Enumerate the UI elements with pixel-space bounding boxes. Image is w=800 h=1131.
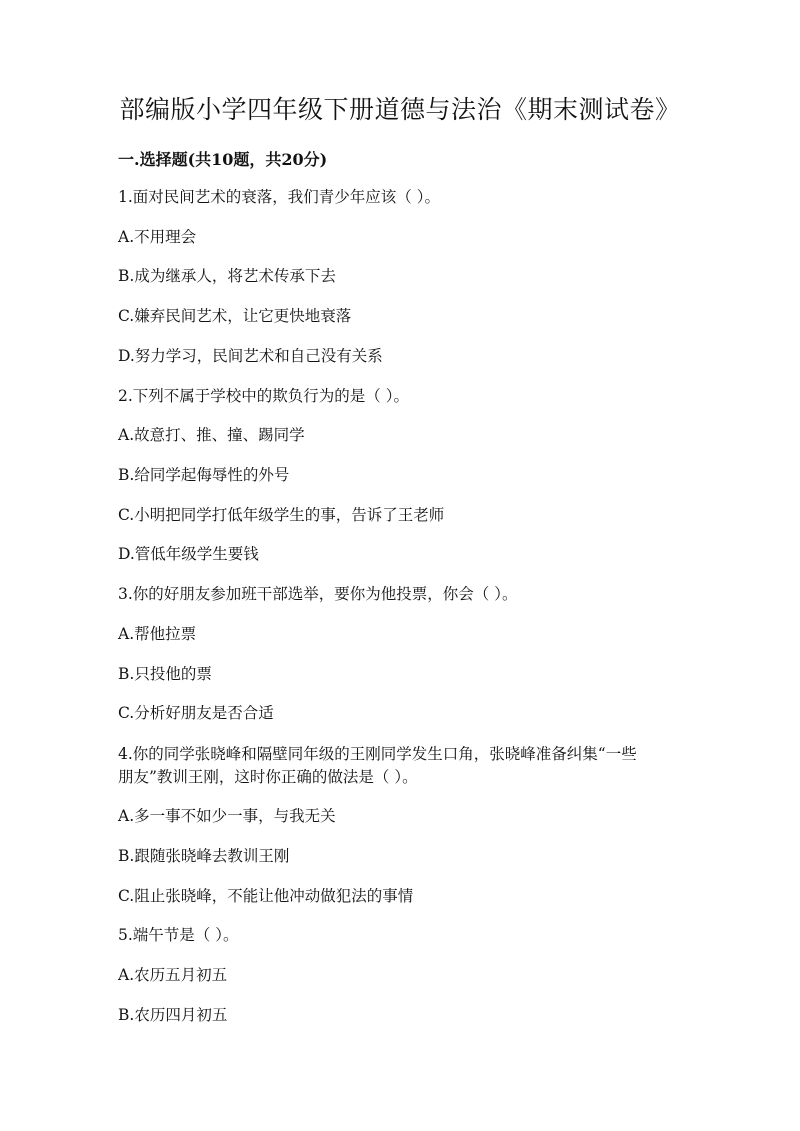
question-2-stem: 2.下列不属于学校中的欺负行为的是（ ）。 xyxy=(118,387,409,405)
question-3-stem: 3.你的好朋友参加班干部选举，要你为他投票，你会（ ）。 xyxy=(118,585,518,603)
question-3-option-a: A.帮他拉票 xyxy=(118,625,197,643)
section-heading: 一.选择题(共10题，共20分) xyxy=(118,150,328,169)
question-1-stem: 1.面对民间艺术的衰落，我们青少年应该（ ）。 xyxy=(118,188,440,206)
question-2-option-b: B.给同学起侮辱性的外号 xyxy=(118,466,290,484)
question-4-stem-line-1: 4.你的同学张晓峰和隔壁同年级的王刚同学发生口角，张晓峰准备纠集“一些 xyxy=(118,745,637,763)
question-4-option-a: A.多一事不如少一事，与我无关 xyxy=(118,807,336,825)
question-5-option-b: B.农历四月初五 xyxy=(118,1006,228,1024)
question-4-option-b: B.跟随张晓峰去教训王刚 xyxy=(118,847,290,865)
question-3-option-b: B.只投他的票 xyxy=(118,665,212,683)
question-1-option-d: D.努力学习，民间艺术和自己没有关系 xyxy=(118,347,383,365)
question-1-option-a: A.不用理会 xyxy=(118,228,197,246)
page-title: 部编版小学四年级下册道德与法治《期末测试卷》 xyxy=(119,95,681,124)
question-5-option-a: A.农历五月初五 xyxy=(118,966,228,984)
question-2-option-c: C.小明把同学打低年级学生的事，告诉了王老师 xyxy=(118,506,445,524)
question-5-stem: 5.端午节是（ ）。 xyxy=(118,926,239,944)
question-1-option-b: B.成为继承人，将艺术传承下去 xyxy=(118,267,336,285)
question-2-option-a: A.故意打、推、撞、踢同学 xyxy=(118,426,305,444)
question-4-stem-line-2: 朋友”教训王刚，这时你正确的做法是（ ）。 xyxy=(118,768,418,786)
question-1-option-c: C.嫌弃民间艺术，让它更快地衰落 xyxy=(118,307,352,325)
question-4-option-c: C.阻止张晓峰，不能让他冲动做犯法的事情 xyxy=(118,887,414,905)
question-3-option-c: C.分析好朋友是否合适 xyxy=(118,704,274,722)
question-2-option-d: D.管低年级学生要钱 xyxy=(118,545,259,563)
